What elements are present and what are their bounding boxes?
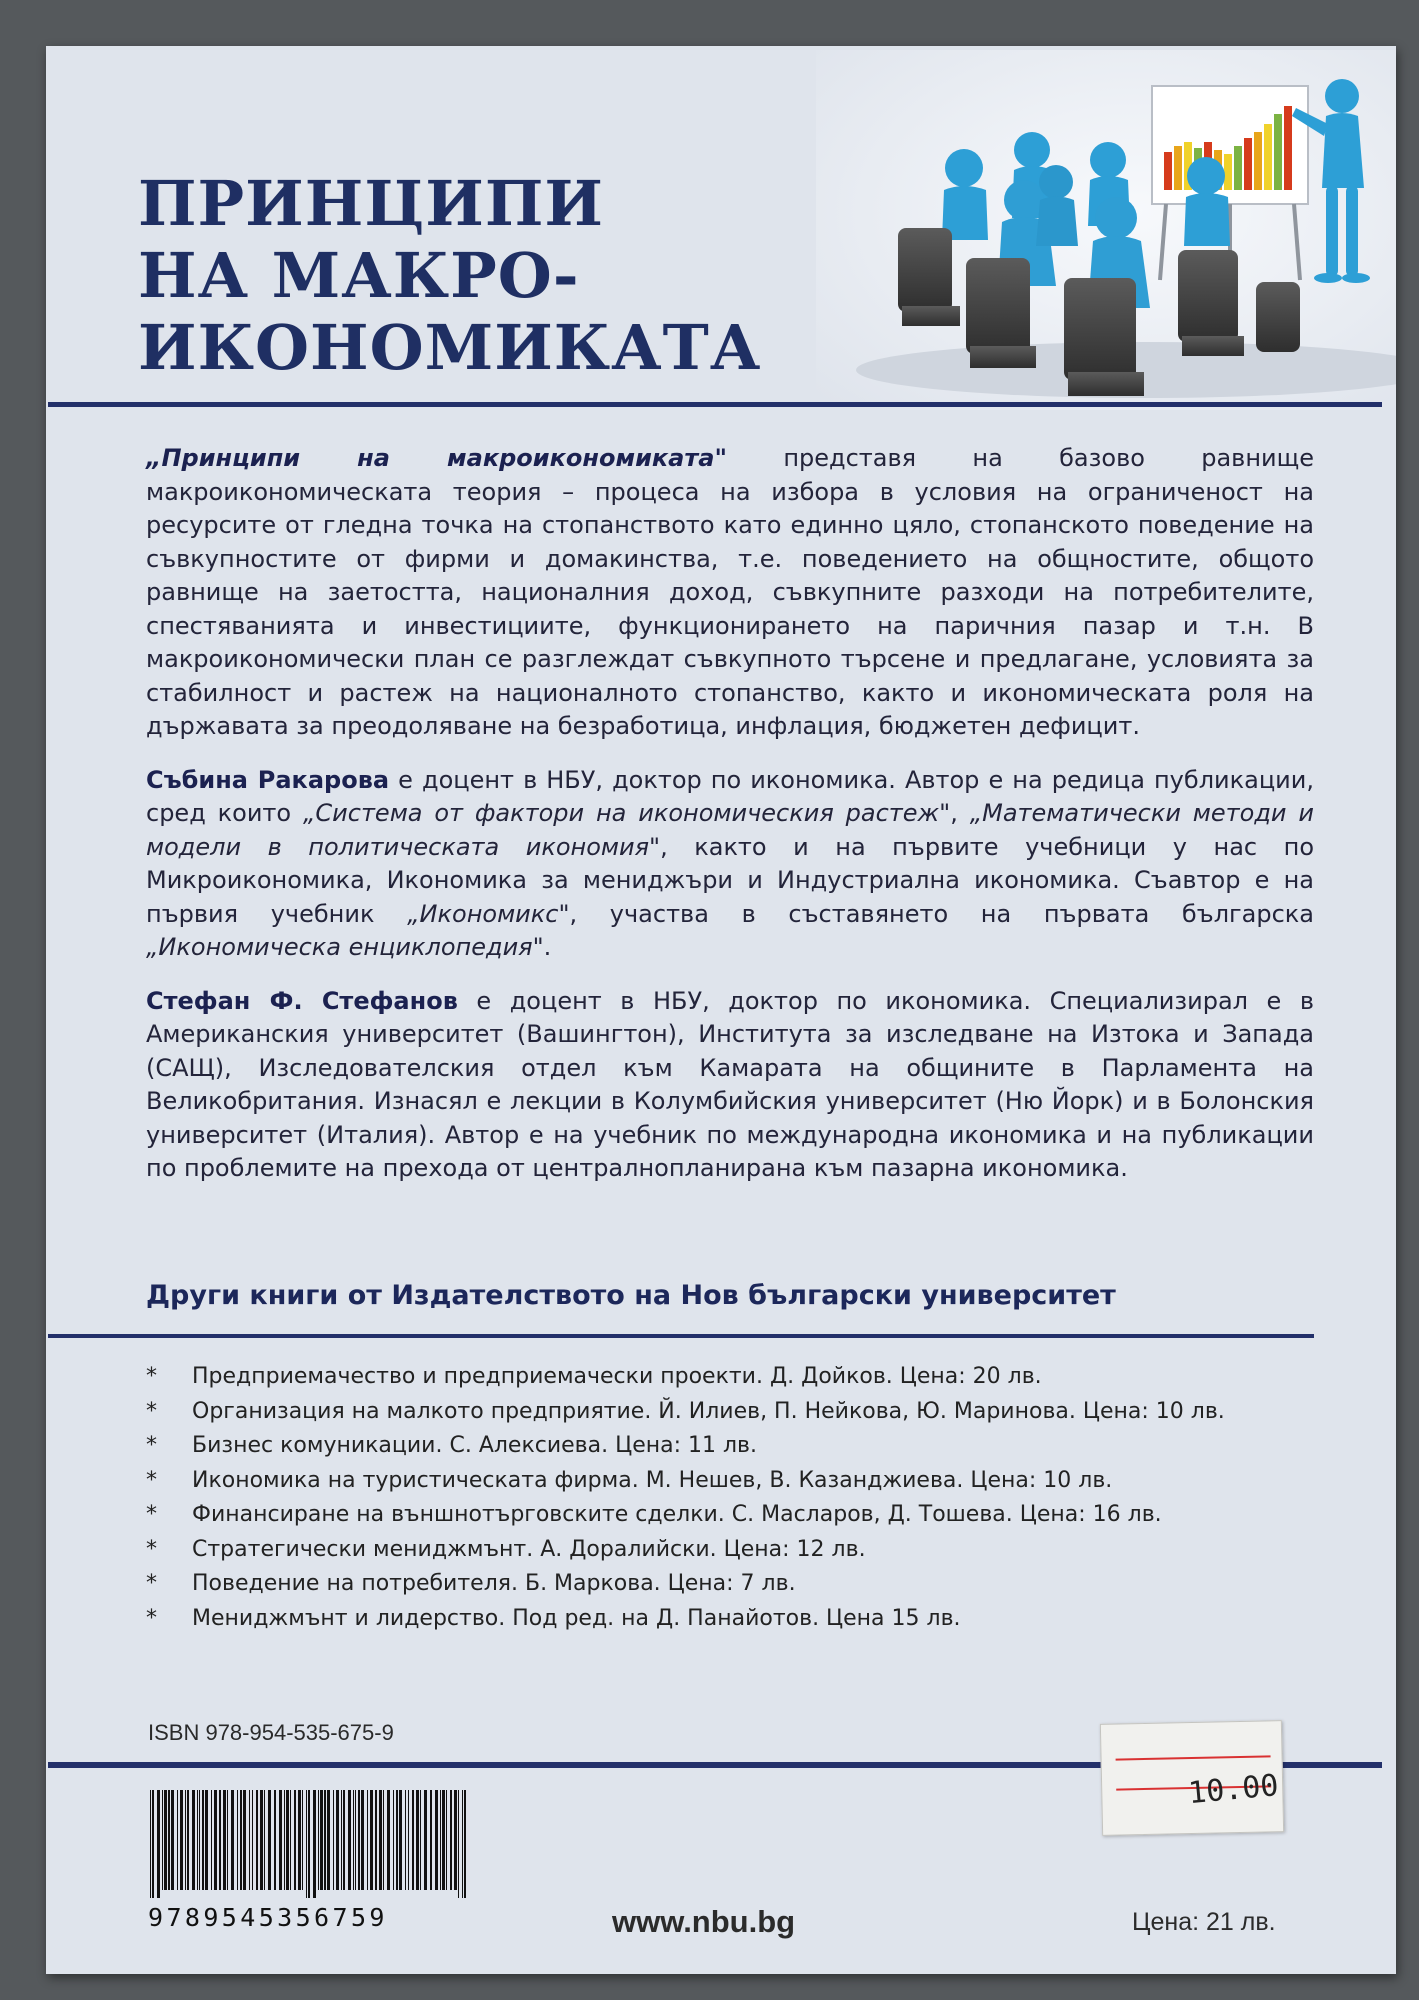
barcode-bar [412, 1790, 414, 1890]
barcode-bar [264, 1790, 265, 1890]
barcode-bar [199, 1790, 200, 1890]
barcode-bar [308, 1790, 310, 1898]
author-bio-text: . [543, 933, 552, 961]
book-entry: Стратегически мениджмънт. А. Доралийски. Цена: 12 лв. [192, 1536, 866, 1562]
description-block [146, 442, 1314, 1206]
barcode-bar [355, 1790, 356, 1890]
barcode-bar [223, 1790, 226, 1890]
barcode-bar [192, 1790, 195, 1890]
flipchart-bar [1174, 146, 1182, 190]
barcode-bar [435, 1790, 438, 1890]
publication-title: „Система от фактори на икономическия растеж" [302, 799, 951, 827]
barcode-bar [387, 1790, 390, 1890]
author-bio-text: , както и на първите учебници у нас по Микроикономика, Икономика за мениджъри и Индустриална икономика. Съавтор е на първия учебник [146, 832, 1315, 928]
author-bio-stefanov [146, 985, 1314, 1186]
barcode-bar [336, 1790, 339, 1890]
flipchart-bar [1224, 154, 1232, 190]
barcode-bar [405, 1790, 406, 1890]
barcode-bar [202, 1790, 204, 1890]
barcode-bar [324, 1790, 326, 1890]
book-description [146, 442, 1314, 744]
barcode-bar [313, 1790, 316, 1898]
barcode-bar [348, 1790, 351, 1890]
barcode-bar [361, 1790, 364, 1890]
barcode-bar [454, 1790, 457, 1890]
barcode-bar [450, 1790, 452, 1890]
bullet-asterisk: * [146, 1571, 157, 1596]
flipchart-bar [1164, 152, 1172, 190]
barcode-bar [399, 1790, 402, 1890]
barcode-bar [333, 1790, 334, 1890]
list-item [146, 1533, 1225, 1568]
barcode-bar [375, 1790, 377, 1890]
barcode-bar [458, 1790, 459, 1898]
author-name: Стефан Ф. Стефанов [146, 986, 458, 1015]
list-item [146, 1567, 1225, 1602]
flipchart-bar [1284, 106, 1292, 190]
flipchart-bar [1264, 124, 1272, 190]
title-line-3: ИКОНОМИКАТА [138, 311, 762, 384]
barcode-bar [396, 1790, 398, 1890]
barcode-bar [302, 1790, 303, 1890]
publication-title: „Икономикс" [407, 899, 570, 928]
barcode-bar [171, 1790, 174, 1890]
bullet-asterisk: * [146, 1605, 157, 1631]
book-entry: Предприемачество и предприемачески проекти. Д. Дойков. Цена: 20 лв. [192, 1364, 1042, 1389]
barcode-bar [227, 1790, 228, 1890]
barcode-bar [219, 1790, 221, 1890]
barcode-bar [367, 1790, 368, 1890]
price-sticker [1100, 1720, 1284, 1836]
barcode-bar [185, 1790, 186, 1890]
book-back-cover [46, 46, 1396, 1974]
barcode-bar [162, 1790, 163, 1890]
barcode-bar [327, 1790, 330, 1890]
barcode-bar [420, 1790, 421, 1890]
barcode-bar [306, 1790, 307, 1898]
presentation-audience-illustration [816, 50, 1396, 410]
barcode-bar [268, 1790, 271, 1890]
barcode-bar [214, 1790, 217, 1890]
barcode-bar [440, 1790, 441, 1890]
author-bio-text: , [950, 799, 970, 827]
list-item [146, 1464, 1225, 1499]
barcode-bar [168, 1790, 170, 1890]
title-line-1: ПРИНЦИПИ [138, 167, 604, 240]
publication-title: „Математически методи и модели в политическата икономия" [146, 799, 1314, 861]
barcode-bar [256, 1790, 258, 1890]
list-item [146, 1360, 1225, 1395]
barcode-bar [187, 1790, 189, 1890]
bullet-asterisk: * [146, 1433, 157, 1458]
cover-price: Цена: 21 лв. [1132, 1908, 1276, 1936]
barcode-bar [424, 1790, 427, 1890]
author-bio-text: е доцент в НБУ, доктор по икономика. Автор е на редица публикации, сред които [146, 765, 1314, 827]
barcode-bar [249, 1790, 250, 1890]
book-entry: Финансиране на външнотърговските сделки. С. Масларов, Д. Тошева. Цена: 16 лв. [192, 1502, 1162, 1527]
author-bio-rakarova [146, 764, 1314, 965]
barcode-digits: 9789545356759 [148, 1903, 388, 1932]
isbn-barcode [146, 1790, 478, 1898]
barcode-bar [446, 1790, 447, 1890]
barcode-bar [152, 1790, 154, 1898]
other-books-heading: Други книги от Издателството на Нов български университет [146, 1280, 1116, 1311]
bullet-asterisk: * [146, 1398, 157, 1424]
barcode-bar [416, 1790, 419, 1890]
barcode-bar [237, 1790, 238, 1890]
other-books-list [146, 1360, 1225, 1636]
barcode-bar [180, 1790, 183, 1890]
publication-title: „Икономическа енциклопедия" [146, 933, 544, 961]
barcode-bar [231, 1790, 234, 1890]
isbn-number: ISBN 978-954-535-675-9 [148, 1720, 394, 1745]
book-entry: Икономика на туристическата фирма. М. Нешев, В. Казанджиева. Цена: 10 лв. [192, 1467, 1113, 1493]
barcode-bar [286, 1790, 289, 1890]
title-divider [48, 402, 1382, 407]
list-item [146, 1395, 1225, 1430]
list-item [146, 1602, 1225, 1637]
barcode-bar [430, 1790, 432, 1890]
author-bio-text: е доцент в НБУ, доктор по икономика. Специализирал е в Американския университет (Вашингтон), Института за изследване на Изтока и Запада (САЩ), Изследователския отдел към Камарата на общините в Парламента на Великобритания. Изнасял е лекции в Колумбийския университет (Ню Йорк) и в Болонския университет (Италия). Автор е на учебник по международна икономика и на публикации по проблемите на прехода от централнопланирана към пазарна икономика. [146, 986, 1314, 1182]
barcode-bar [252, 1790, 253, 1890]
barcode-bar [320, 1790, 323, 1890]
barcode-bar [298, 1790, 301, 1890]
other-books-divider [48, 1334, 1314, 1338]
barcode-bar [279, 1790, 282, 1890]
barcode-bar [379, 1790, 382, 1890]
bullet-asterisk: * [146, 1502, 157, 1527]
list-item [146, 1498, 1225, 1533]
bullet-asterisk: * [146, 1467, 157, 1493]
barcode-bar [464, 1790, 466, 1898]
sticker-strike-line [1116, 1755, 1271, 1760]
barcode-bar [462, 1790, 463, 1898]
barcode-bar [260, 1790, 263, 1890]
barcode-bar [408, 1790, 409, 1890]
book-title [138, 168, 761, 384]
description-text: представя на базово равнище макроикономическата теория – процеса на избора в условия на ограниченост на ресурсите от гледна точка на стопанството като единно цяло, стопанското поведение на съвкупностите от фирми и домакинства, т.е. поведението на общностите, общото равнище на заетостта, националния доход, съвкупните разходи на потребителите, спестяванията и инвестициите, функционирането на паричния пазар и т.н. В макроикономически план се разглеждат съвкупното търсене и предлагане, условията за стабилност и растеж на националното стопанство, както и икономическата роля на държавата за преодоляване на безработица, инфлация, бюджетен дефицит. [146, 444, 1314, 740]
barcode-bar [442, 1790, 445, 1890]
barcode-bar [205, 1790, 208, 1890]
barcode-bar [370, 1790, 373, 1890]
flipchart-bar [1234, 146, 1242, 190]
bullet-asterisk: * [146, 1536, 157, 1562]
barcode-bar [150, 1790, 151, 1898]
barcode-bar [197, 1790, 198, 1890]
flipchart-bar [1244, 138, 1252, 190]
book-entry: Поведение на потребителя. Б. Маркова. Цена: 7 лв. [192, 1571, 796, 1596]
author-bio-text: , участва в съставянето на първата българска [569, 899, 1314, 928]
barcode-bar [157, 1790, 160, 1898]
book-entry: Бизнес комуникации. С. Алексиева. Цена: 11 лв. [192, 1433, 758, 1458]
barcode-bar [358, 1790, 360, 1890]
barcode-bar [240, 1790, 242, 1890]
title-line-2: НА МАКРО- [138, 239, 580, 312]
list-item [146, 1429, 1225, 1464]
barcode-bar [393, 1790, 394, 1890]
author-name: Събина Ракарова [146, 765, 390, 794]
website-url: www.nbu.bg [612, 1904, 796, 1939]
barcode-bar [164, 1790, 167, 1890]
barcode-bar [318, 1790, 319, 1890]
book-entry: Мениджмънт и лидерство. Под ред. на Д. Панайотов. Цена 15 лв. [192, 1605, 961, 1631]
sticker-price-value: 10.00 [1186, 1768, 1280, 1812]
barcode-bar [353, 1790, 354, 1890]
flipchart-bar [1254, 132, 1262, 190]
barcode-bar [274, 1790, 276, 1890]
barcode-bar [290, 1790, 291, 1890]
barcode-bar [294, 1790, 296, 1890]
bullet-asterisk: * [146, 1364, 157, 1389]
barcode-bar [284, 1790, 285, 1890]
book-title-inline: „Принципи на макроикономиката" [146, 444, 727, 472]
barcode-bar [211, 1790, 212, 1890]
book-entry: Организация на малкото предприятие. Й. Илиев, П. Нейкова, Ю. Маринова. Цена: 10 лв. [192, 1398, 1225, 1424]
barcode-bar [383, 1790, 384, 1890]
flipchart-bar [1274, 114, 1282, 190]
barcode-bar [177, 1790, 178, 1890]
barcode-bar [343, 1790, 345, 1890]
barcode-bar [243, 1790, 246, 1890]
barcode-bar [341, 1790, 342, 1890]
